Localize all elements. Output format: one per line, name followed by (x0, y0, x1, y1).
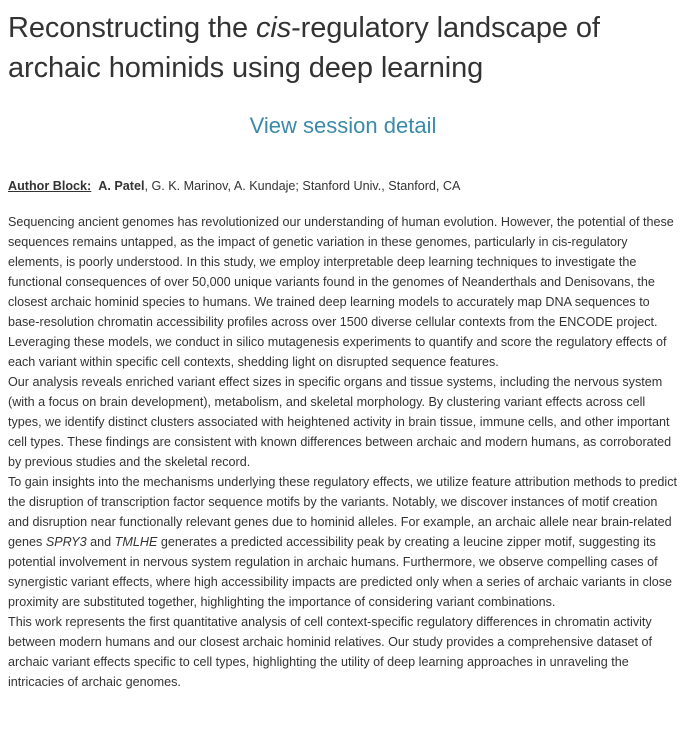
view-session-detail-link[interactable]: View session detail (249, 113, 437, 138)
paragraph-3-text-b: and (86, 535, 115, 549)
other-authors: , G. K. Marinov, A. Kundaje; Stanford Univ., Stanford, CA (144, 179, 461, 193)
title-end: -regulatory landscape of archaic hominids using deep learning (8, 12, 600, 84)
abstract-paragraph-4: This work represents the first quantitative analysis of cell context-specific regulatory differences in chromatin activity between modern humans and our closest archaic hominid relatives. Our study provides a comprehensive dataset of archaic variant effects specific to cell types, highlighting the utility of deep learning approaches in unraveling the intricacies of archaic genomes. (8, 615, 653, 689)
abstract-paragraph-1: Sequencing ancient genomes has revolutionized our understanding of human evolution. However, the potential of these sequences remains untapped, as the impact of genetic variation in these genomes, particularly in cis-regulatory elements, is poorly understood. In this study, we employ interpretable deep learning techniques to investigate the functional consequences of over 50,000 unique variants found in the genomes of Neanderthals and Denisovans, the closest archaic hominid species to humans. We trained deep learning models to accurately map DNA sequences to base-resolution chromatin accessibility profiles across over 1500 diverse cellular contexts from the ENCODE project. Leveraging these models, we conduct in silico mutagenesis experiments to quantify and score the regulatory effects of each variant within specific cell contexts, shedding light on disrupted sequence features. (8, 215, 674, 369)
author-block-label: Author Block: (8, 179, 92, 193)
gene-spry3: SPRY3 (45, 535, 87, 549)
paragraph-3-text-a: To gain insights into the mechanisms underlying these regulatory effects, we utilize feature attribution methods to predict the disruption of transcription factor sequence motifs by the variants. Notably, we discover instances of motif creation and disruption near functionally relevant genes due to hominid alleles. For example, an archaic allele near brain-related genes (8, 475, 677, 549)
abstract-paragraph-2: Our analysis reveals enriched variant effect sizes in specific organs and tissue systems, including the nervous system (with a focus on brain development), metabolism, and skeletal morphology. By clustering variant effects across cell types, we identify distinct clusters associated with heightened activity in brain tissue, immune cells, and other important cell types. These findings are consistent with known differences between archaic and modern humans, as corroborated by previous studies and the skeletal record. (8, 375, 672, 469)
presenting-author: A. Patel (98, 179, 145, 193)
abstract-paragraph-3 (8, 472, 680, 612)
author-block (8, 178, 678, 194)
paragraph-3-text-c: generates a predicted accessibility peak by creating a leucine zipper motif, suggesting its potential involvement in nervous system regulation in archaic humans. Furthermore, we observe compelling cases of synergistic variant effects, where high accessibility impacts are predicted only when a series of archaic variants in close proximity are substituted together, highlighting the importance of considering variant combinations. (8, 535, 673, 609)
gene-tmlhe: TMLHE (114, 535, 158, 549)
title-start: Reconstructing the (8, 12, 256, 44)
title-italic: cis (255, 12, 292, 44)
abstract-body (8, 212, 680, 692)
page-title (8, 8, 678, 88)
